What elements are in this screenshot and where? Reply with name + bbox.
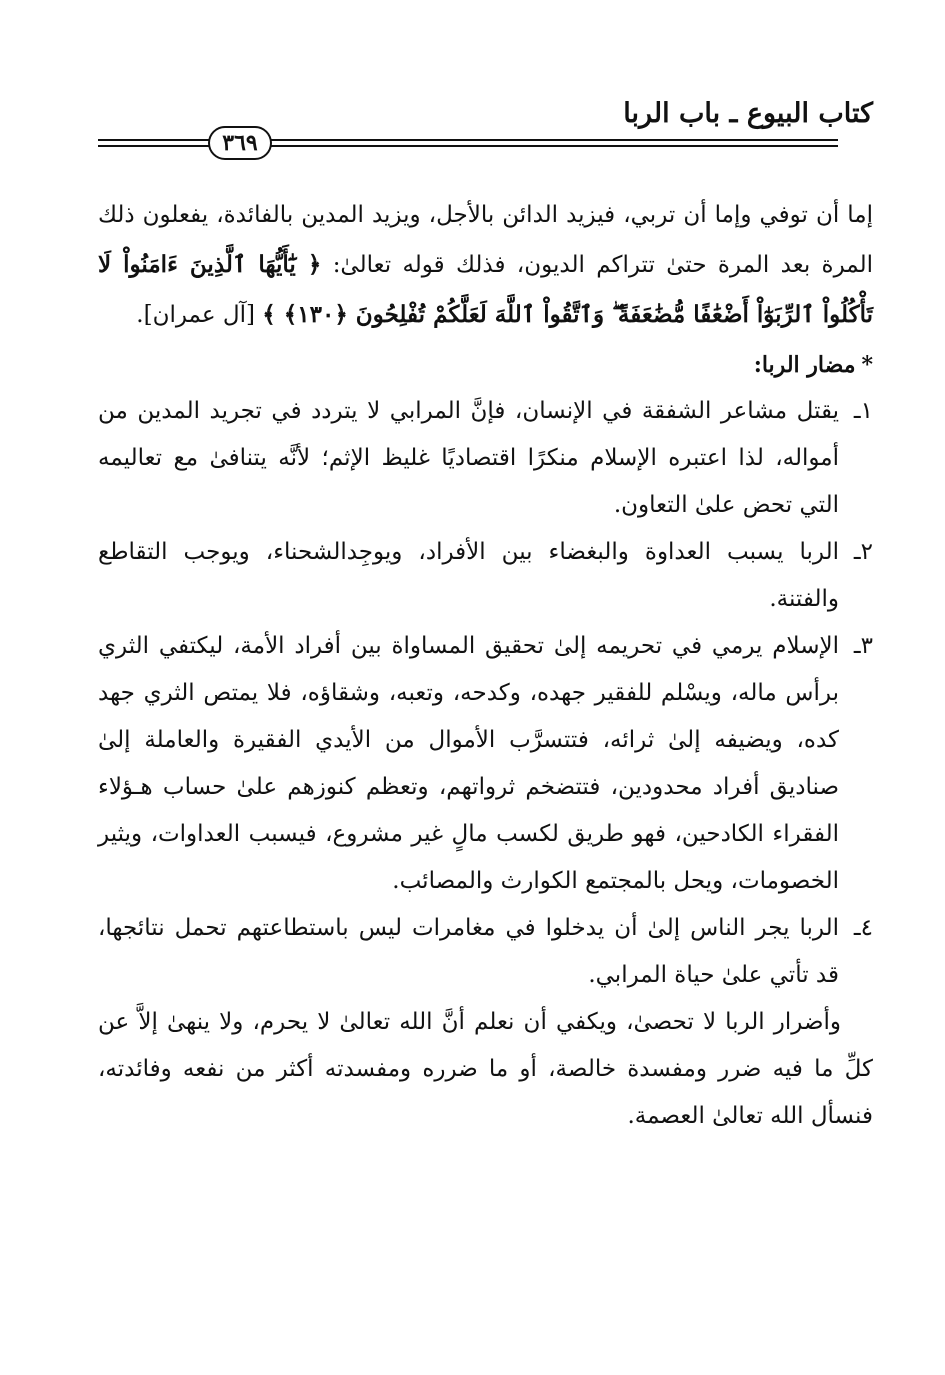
page-number: ٣٦٩ [208, 126, 272, 160]
list-item-4 [98, 905, 873, 999]
section-heading [98, 342, 873, 388]
item-text: الربا يجر الناس إلىٰ أن يدخلوا في مغامرات ليس باستطاعتهم تحمل نتائجها، قد تأتي علىٰ حياة المرابي. [98, 915, 839, 988]
header-rule-left-top [98, 139, 210, 141]
header-rule-right-bottom [270, 145, 838, 147]
running-title: كتاب البيوع ـ باب الربا [623, 98, 873, 129]
item-number: ٣ـ [853, 633, 873, 659]
page-body [98, 190, 873, 1140]
item-text: يقتل مشاعر الشفقة في الإنسان، فإنَّ المرابي لا يتردد في تجريد المدين من أمواله، لذا اعتبره الإسلام منكرًا اقتصاديًا غليظ الإثم؛ لأنَّه يتنافىٰ مع تعاليمه التي تحض علىٰ التعاون. [98, 398, 839, 518]
header-rule-right-top [270, 139, 838, 141]
section-title: مضار الربا: [753, 352, 856, 378]
item-number: ١ـ [853, 398, 873, 424]
item-text: الإسلام يرمي في تحريمه إلىٰ تحقيق المساواة بين أفراد الأمة، ليكتفي الثري برأس ماله، ويسْلم للفقير جهده، وكدحه، وتعبه، وشقاؤه، فلا يمتص الثري جهد كده، ويضيفه إلىٰ ثرائه، فتتسرَّب الأموال من الأيدي الفقيرة والعاملة إلىٰ صناديق أفراد محدودين، فتتضخم ثرواتهم، وتعظم كنوزهم علىٰ حساب هـؤلاء الفقراء الكادحين، فهو طريق لكسب مالٍ غير مشروع، فيسبب العداوات، ويثير الخصومات، ويحل بالمجتمع الكوارث والمصائب. [98, 633, 839, 894]
list-item-2 [98, 529, 873, 623]
list-item-1 [98, 388, 873, 529]
quran-verse: ﴿ يَٰٓأَيُّهَا ٱلَّذِينَ ءَامَنُواْ لَا تَأْكُلُواْ ٱلرِّبَوٰٓاْ أَضْعَٰفًا مُّضَٰعَفَةً ۖ وَٱتَّقُواْ ٱللَّهَ لَعَلَّكُمْ تُفْلِحُونَ ﴿١٣٠﴾ ﴾ [98, 251, 873, 328]
item-number: ٢ـ [853, 539, 873, 565]
star-bullet-icon: * [861, 352, 873, 378]
item-text: الربا يسبب العداوة والبغضاء بين الأفراد، ويوجِدالشحناء، ويوجب التقاطع والفتنة. [98, 539, 839, 612]
header-rule-left-bottom [98, 145, 210, 147]
item-number: ٤ـ [853, 915, 873, 941]
intro-paragraph [98, 190, 873, 340]
list-item-3 [98, 623, 873, 905]
intro-text: إما أن توفي وإما أن تربي، فيزيد الدائن بالأجل، ويزيد المدين بالفائدة، يفعلون ذلك المرة بعد المرة حتىٰ تتراكم الديون، فذلك قوله تعالىٰ: [98, 202, 873, 278]
verse-citation: [آل عمران]. [136, 302, 255, 328]
closing-paragraph: وأضرار الربا لا تحصىٰ، ويكفي أن نعلم أنَّ الله تعالىٰ لا يحرم، ولا ينهىٰ إلاَّ عن كلِّ ما فيه ضرر ومفسدة خالصة، أو ما ضرره ومفسدته أكثر من نفعه وفائدته، فنسأل الله تعالىٰ العصمة. [98, 1009, 873, 1129]
